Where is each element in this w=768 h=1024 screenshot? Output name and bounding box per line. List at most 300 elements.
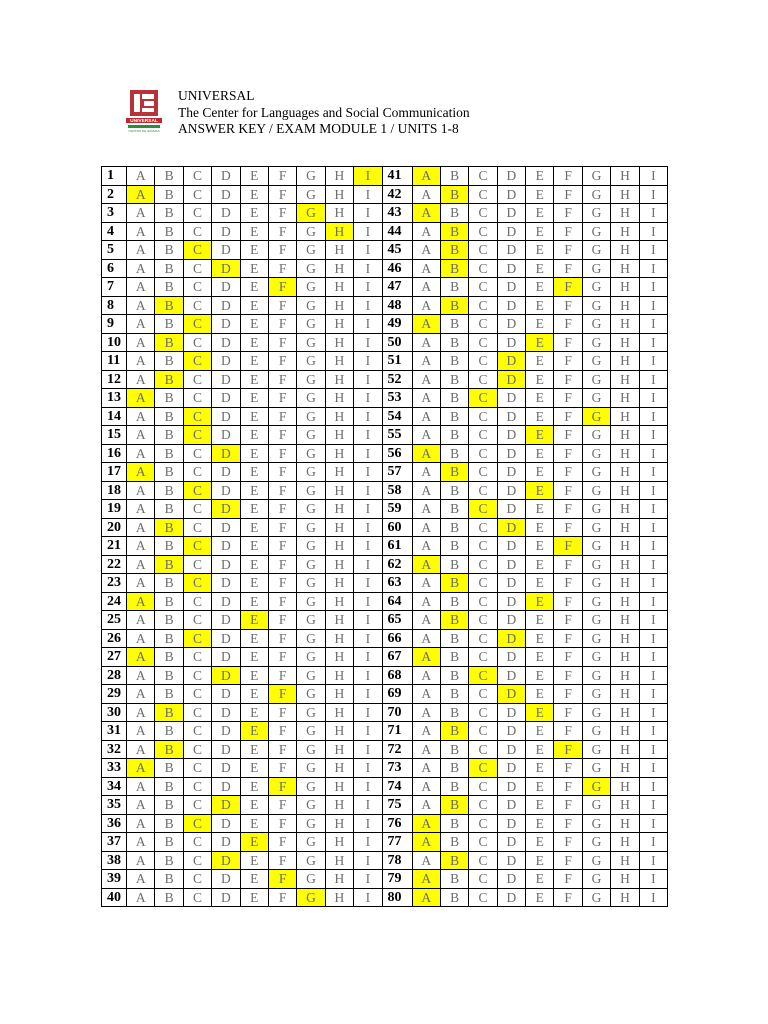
universal-logo bbox=[124, 88, 164, 136]
answer-option: D bbox=[212, 463, 240, 482]
question-number: 28 bbox=[102, 666, 127, 685]
answer-option: D bbox=[212, 703, 240, 722]
answer-option: F bbox=[554, 629, 582, 648]
answer-option: B bbox=[440, 204, 468, 223]
question-number: 39 bbox=[102, 870, 127, 889]
answer-option-correct: B bbox=[440, 259, 468, 278]
question-number: 32 bbox=[102, 740, 127, 759]
answer-option: E bbox=[240, 870, 268, 889]
answer-row bbox=[102, 685, 668, 704]
answer-option: D bbox=[497, 481, 525, 500]
question-number: 80 bbox=[382, 888, 412, 907]
answer-option: B bbox=[440, 352, 468, 371]
question-number: 76 bbox=[382, 814, 412, 833]
answer-option: H bbox=[325, 870, 353, 889]
answer-option: E bbox=[526, 537, 554, 556]
answer-option: H bbox=[611, 241, 639, 260]
answer-option: F bbox=[268, 444, 296, 463]
answer-option: A bbox=[412, 426, 440, 445]
answer-option-correct: A bbox=[412, 315, 440, 334]
answer-option: E bbox=[240, 315, 268, 334]
answer-row bbox=[102, 333, 668, 352]
answer-option: E bbox=[240, 796, 268, 815]
answer-option: H bbox=[325, 315, 353, 334]
answer-option: E bbox=[240, 555, 268, 574]
answer-option: H bbox=[611, 592, 639, 611]
answer-option: H bbox=[325, 888, 353, 907]
answer-option: B bbox=[155, 796, 183, 815]
answer-option: G bbox=[297, 463, 325, 482]
answer-option: B bbox=[440, 759, 468, 778]
answer-option-correct: B bbox=[440, 463, 468, 482]
answer-row bbox=[102, 444, 668, 463]
answer-option: I bbox=[354, 426, 382, 445]
answer-option: E bbox=[240, 185, 268, 204]
answer-option: D bbox=[212, 629, 240, 648]
answer-option-correct: B bbox=[155, 740, 183, 759]
answer-option: G bbox=[297, 851, 325, 870]
answer-row bbox=[102, 666, 668, 685]
answer-option: D bbox=[497, 722, 525, 741]
answer-option-correct: G bbox=[582, 407, 610, 426]
answer-option: F bbox=[268, 851, 296, 870]
answer-option: G bbox=[297, 278, 325, 297]
answer-option: G bbox=[582, 888, 610, 907]
answer-option: C bbox=[469, 814, 497, 833]
answer-option: G bbox=[582, 370, 610, 389]
question-number: 56 bbox=[382, 444, 412, 463]
answer-option: A bbox=[127, 814, 155, 833]
answer-option: E bbox=[526, 555, 554, 574]
answer-option: E bbox=[526, 685, 554, 704]
answer-option: B bbox=[440, 777, 468, 796]
answer-option: A bbox=[412, 666, 440, 685]
answer-option: H bbox=[611, 296, 639, 315]
answer-option: I bbox=[354, 518, 382, 537]
answer-row bbox=[102, 407, 668, 426]
answer-option: B bbox=[440, 870, 468, 889]
answer-option: H bbox=[611, 204, 639, 223]
answer-option: H bbox=[611, 740, 639, 759]
question-number: 7 bbox=[102, 278, 127, 297]
answer-option: I bbox=[354, 629, 382, 648]
answer-option: B bbox=[440, 629, 468, 648]
answer-option: C bbox=[469, 722, 497, 741]
answer-option: E bbox=[240, 759, 268, 778]
answer-option: B bbox=[155, 851, 183, 870]
answer-option: F bbox=[268, 315, 296, 334]
answer-option: H bbox=[325, 185, 353, 204]
answer-option: H bbox=[325, 629, 353, 648]
answer-option: D bbox=[497, 759, 525, 778]
answer-option-correct: A bbox=[412, 648, 440, 667]
answer-option: B bbox=[440, 537, 468, 556]
answer-option: D bbox=[212, 167, 240, 186]
answer-option: I bbox=[354, 870, 382, 889]
answer-row bbox=[102, 759, 668, 778]
answer-option: H bbox=[611, 796, 639, 815]
answer-option: C bbox=[469, 222, 497, 241]
answer-option: E bbox=[240, 592, 268, 611]
answer-option: B bbox=[440, 833, 468, 852]
answer-option: E bbox=[526, 888, 554, 907]
answer-option: C bbox=[183, 555, 211, 574]
question-number: 34 bbox=[102, 777, 127, 796]
answer-option: A bbox=[127, 333, 155, 352]
answer-option: F bbox=[268, 370, 296, 389]
answer-option: I bbox=[639, 167, 667, 186]
question-number: 20 bbox=[102, 518, 127, 537]
answer-option: D bbox=[497, 814, 525, 833]
answer-option: E bbox=[526, 629, 554, 648]
answer-option: H bbox=[611, 759, 639, 778]
question-number: 65 bbox=[382, 611, 412, 630]
answer-option: C bbox=[183, 444, 211, 463]
answer-option: I bbox=[354, 241, 382, 260]
answer-option-correct: B bbox=[440, 611, 468, 630]
answer-option: B bbox=[440, 592, 468, 611]
answer-option: B bbox=[155, 444, 183, 463]
answer-option: B bbox=[155, 500, 183, 519]
answer-option: G bbox=[297, 500, 325, 519]
question-number: 1 bbox=[102, 167, 127, 186]
answer-option: D bbox=[497, 555, 525, 574]
answer-option: A bbox=[412, 389, 440, 408]
answer-option: A bbox=[412, 241, 440, 260]
answer-option: E bbox=[526, 814, 554, 833]
answer-option: A bbox=[412, 703, 440, 722]
answer-option: H bbox=[325, 796, 353, 815]
answer-option: H bbox=[325, 611, 353, 630]
answer-option: E bbox=[240, 500, 268, 519]
answer-row bbox=[102, 703, 668, 722]
answer-option: F bbox=[554, 481, 582, 500]
answer-option: F bbox=[268, 666, 296, 685]
answer-option: H bbox=[325, 500, 353, 519]
answer-option-correct: B bbox=[440, 574, 468, 593]
answer-option: F bbox=[554, 185, 582, 204]
answer-option-correct: C bbox=[469, 500, 497, 519]
answer-option: E bbox=[240, 537, 268, 556]
answer-option: A bbox=[127, 666, 155, 685]
answer-option: H bbox=[325, 407, 353, 426]
answer-option: I bbox=[354, 185, 382, 204]
svg-text:CENTRO DE IDIOMAS: CENTRO DE IDIOMAS bbox=[128, 129, 160, 133]
answer-option: I bbox=[354, 777, 382, 796]
answer-key-table bbox=[101, 166, 668, 907]
answer-option: H bbox=[325, 648, 353, 667]
answer-option: F bbox=[268, 648, 296, 667]
answer-option: I bbox=[639, 629, 667, 648]
answer-option: C bbox=[183, 666, 211, 685]
answer-option: G bbox=[297, 833, 325, 852]
question-number: 11 bbox=[102, 352, 127, 371]
answer-option: I bbox=[639, 500, 667, 519]
answer-option: H bbox=[611, 685, 639, 704]
answer-option: H bbox=[325, 370, 353, 389]
answer-option: G bbox=[297, 555, 325, 574]
question-number: 75 bbox=[382, 796, 412, 815]
answer-option: H bbox=[611, 500, 639, 519]
question-number: 59 bbox=[382, 500, 412, 519]
answer-option: B bbox=[440, 685, 468, 704]
question-number: 67 bbox=[382, 648, 412, 667]
answer-option: I bbox=[354, 796, 382, 815]
question-number: 64 bbox=[382, 592, 412, 611]
answer-row bbox=[102, 241, 668, 260]
answer-row bbox=[102, 814, 668, 833]
answer-option: H bbox=[611, 722, 639, 741]
answer-option: C bbox=[469, 315, 497, 334]
answer-option: D bbox=[212, 555, 240, 574]
answer-option: I bbox=[639, 611, 667, 630]
answer-option: D bbox=[497, 703, 525, 722]
answer-option: G bbox=[582, 648, 610, 667]
answer-option: C bbox=[469, 167, 497, 186]
answer-option: E bbox=[526, 759, 554, 778]
answer-option: F bbox=[554, 296, 582, 315]
answer-option: C bbox=[183, 222, 211, 241]
answer-option: E bbox=[526, 278, 554, 297]
answer-option: D bbox=[212, 777, 240, 796]
answer-option: A bbox=[412, 481, 440, 500]
answer-option: I bbox=[639, 722, 667, 741]
answer-option: A bbox=[127, 685, 155, 704]
answer-option: B bbox=[155, 463, 183, 482]
answer-option: G bbox=[297, 481, 325, 500]
answer-option: D bbox=[212, 222, 240, 241]
answer-option: A bbox=[412, 333, 440, 352]
answer-option: D bbox=[212, 407, 240, 426]
answer-option: F bbox=[554, 333, 582, 352]
answer-option: D bbox=[497, 407, 525, 426]
answer-option: C bbox=[183, 204, 211, 223]
answer-option: C bbox=[183, 833, 211, 852]
answer-option: B bbox=[440, 407, 468, 426]
answer-option: F bbox=[554, 518, 582, 537]
answer-option: C bbox=[183, 333, 211, 352]
answer-option: A bbox=[412, 740, 440, 759]
answer-option: C bbox=[469, 241, 497, 260]
answer-option: G bbox=[297, 222, 325, 241]
answer-option: F bbox=[554, 555, 582, 574]
answer-option-correct: A bbox=[127, 389, 155, 408]
answer-option: B bbox=[155, 352, 183, 371]
answer-option: A bbox=[127, 629, 155, 648]
answer-option: E bbox=[240, 851, 268, 870]
answer-option: F bbox=[554, 167, 582, 186]
answer-option: D bbox=[497, 666, 525, 685]
answer-option: E bbox=[526, 463, 554, 482]
answer-option: G bbox=[582, 796, 610, 815]
answer-option: F bbox=[554, 796, 582, 815]
answer-option: A bbox=[127, 167, 155, 186]
answer-option: F bbox=[554, 241, 582, 260]
answer-option: A bbox=[127, 370, 155, 389]
answer-option: C bbox=[469, 537, 497, 556]
answer-option: E bbox=[240, 814, 268, 833]
question-number: 37 bbox=[102, 833, 127, 852]
answer-option: D bbox=[497, 500, 525, 519]
question-number: 66 bbox=[382, 629, 412, 648]
answer-option: D bbox=[497, 167, 525, 186]
answer-option: I bbox=[354, 444, 382, 463]
answer-key-body bbox=[102, 167, 668, 907]
answer-option-correct: B bbox=[440, 796, 468, 815]
answer-option: I bbox=[639, 703, 667, 722]
answer-option: I bbox=[639, 278, 667, 297]
answer-option: D bbox=[212, 426, 240, 445]
answer-option: D bbox=[497, 315, 525, 334]
answer-option: I bbox=[639, 481, 667, 500]
answer-option: D bbox=[497, 278, 525, 297]
answer-option: D bbox=[497, 185, 525, 204]
answer-option: E bbox=[240, 777, 268, 796]
answer-row bbox=[102, 611, 668, 630]
answer-option: G bbox=[297, 574, 325, 593]
answer-option: F bbox=[554, 833, 582, 852]
answer-option: C bbox=[469, 592, 497, 611]
answer-option: F bbox=[554, 500, 582, 519]
answer-option: D bbox=[497, 851, 525, 870]
answer-option: I bbox=[639, 796, 667, 815]
answer-option: G bbox=[582, 481, 610, 500]
answer-option: H bbox=[611, 222, 639, 241]
answer-option: B bbox=[440, 278, 468, 297]
answer-option: A bbox=[412, 352, 440, 371]
answer-option: A bbox=[412, 759, 440, 778]
answer-option: I bbox=[354, 666, 382, 685]
answer-option: F bbox=[554, 315, 582, 334]
answer-option-correct: A bbox=[412, 888, 440, 907]
answer-option: E bbox=[240, 666, 268, 685]
answer-option: I bbox=[639, 389, 667, 408]
answer-option: I bbox=[354, 500, 382, 519]
answer-option: G bbox=[297, 370, 325, 389]
answer-option: I bbox=[354, 222, 382, 241]
answer-option-correct: B bbox=[440, 851, 468, 870]
answer-option: H bbox=[611, 814, 639, 833]
answer-option: E bbox=[526, 222, 554, 241]
answer-option: E bbox=[240, 426, 268, 445]
question-number: 74 bbox=[382, 777, 412, 796]
answer-option: H bbox=[325, 777, 353, 796]
answer-option-correct: C bbox=[183, 814, 211, 833]
answer-option: B bbox=[155, 426, 183, 445]
answer-option: I bbox=[639, 833, 667, 852]
answer-row bbox=[102, 389, 668, 408]
question-number: 8 bbox=[102, 296, 127, 315]
answer-option: G bbox=[582, 518, 610, 537]
answer-row bbox=[102, 777, 668, 796]
answer-option: E bbox=[240, 629, 268, 648]
answer-option: I bbox=[354, 888, 382, 907]
answer-row bbox=[102, 296, 668, 315]
answer-option: I bbox=[354, 463, 382, 482]
answer-option: F bbox=[268, 518, 296, 537]
answer-option: E bbox=[240, 407, 268, 426]
answer-option: G bbox=[297, 241, 325, 260]
answer-option: C bbox=[183, 796, 211, 815]
answer-option: B bbox=[155, 222, 183, 241]
answer-row bbox=[102, 740, 668, 759]
answer-option-correct: B bbox=[440, 185, 468, 204]
answer-option: D bbox=[497, 537, 525, 556]
answer-option-correct: F bbox=[554, 537, 582, 556]
answer-option: E bbox=[526, 611, 554, 630]
question-number: 77 bbox=[382, 833, 412, 852]
answer-option: H bbox=[325, 537, 353, 556]
answer-option: E bbox=[526, 352, 554, 371]
answer-option: F bbox=[268, 463, 296, 482]
answer-option-correct: E bbox=[240, 611, 268, 630]
answer-option: I bbox=[354, 407, 382, 426]
answer-option-correct: E bbox=[240, 833, 268, 852]
answer-option: D bbox=[497, 611, 525, 630]
answer-option: E bbox=[240, 296, 268, 315]
answer-option: H bbox=[611, 407, 639, 426]
answer-option-correct: A bbox=[412, 833, 440, 852]
answer-option: H bbox=[325, 703, 353, 722]
answer-option: G bbox=[582, 814, 610, 833]
answer-option: H bbox=[611, 833, 639, 852]
answer-option: D bbox=[497, 222, 525, 241]
answer-option-correct: E bbox=[526, 481, 554, 500]
answer-option: D bbox=[497, 259, 525, 278]
answer-option: I bbox=[639, 463, 667, 482]
answer-option: D bbox=[212, 833, 240, 852]
answer-option: I bbox=[354, 851, 382, 870]
answer-option: F bbox=[554, 407, 582, 426]
answer-option: F bbox=[268, 611, 296, 630]
answer-option: F bbox=[554, 888, 582, 907]
answer-option: D bbox=[212, 740, 240, 759]
answer-option: A bbox=[127, 352, 155, 371]
answer-option: G bbox=[582, 444, 610, 463]
answer-option: H bbox=[611, 259, 639, 278]
answer-option: G bbox=[297, 333, 325, 352]
answer-option: I bbox=[354, 259, 382, 278]
answer-option: I bbox=[354, 481, 382, 500]
answer-row bbox=[102, 204, 668, 223]
question-number: 17 bbox=[102, 463, 127, 482]
answer-option-correct: D bbox=[212, 259, 240, 278]
answer-option-correct: B bbox=[155, 703, 183, 722]
answer-option: C bbox=[469, 685, 497, 704]
answer-option: H bbox=[325, 389, 353, 408]
answer-option: G bbox=[582, 167, 610, 186]
answer-option: I bbox=[639, 574, 667, 593]
answer-option: D bbox=[212, 481, 240, 500]
answer-option: D bbox=[212, 759, 240, 778]
answer-option-correct: E bbox=[526, 592, 554, 611]
answer-row bbox=[102, 167, 668, 186]
answer-option: A bbox=[127, 204, 155, 223]
answer-option: I bbox=[639, 185, 667, 204]
answer-option: I bbox=[639, 370, 667, 389]
answer-option: G bbox=[297, 426, 325, 445]
answer-option: B bbox=[155, 888, 183, 907]
answer-option: C bbox=[469, 407, 497, 426]
answer-option: D bbox=[497, 333, 525, 352]
answer-option: H bbox=[611, 574, 639, 593]
answer-option: B bbox=[155, 537, 183, 556]
answer-option: I bbox=[639, 851, 667, 870]
question-number: 29 bbox=[102, 685, 127, 704]
answer-option: B bbox=[440, 315, 468, 334]
answer-option: I bbox=[354, 296, 382, 315]
question-number: 54 bbox=[382, 407, 412, 426]
